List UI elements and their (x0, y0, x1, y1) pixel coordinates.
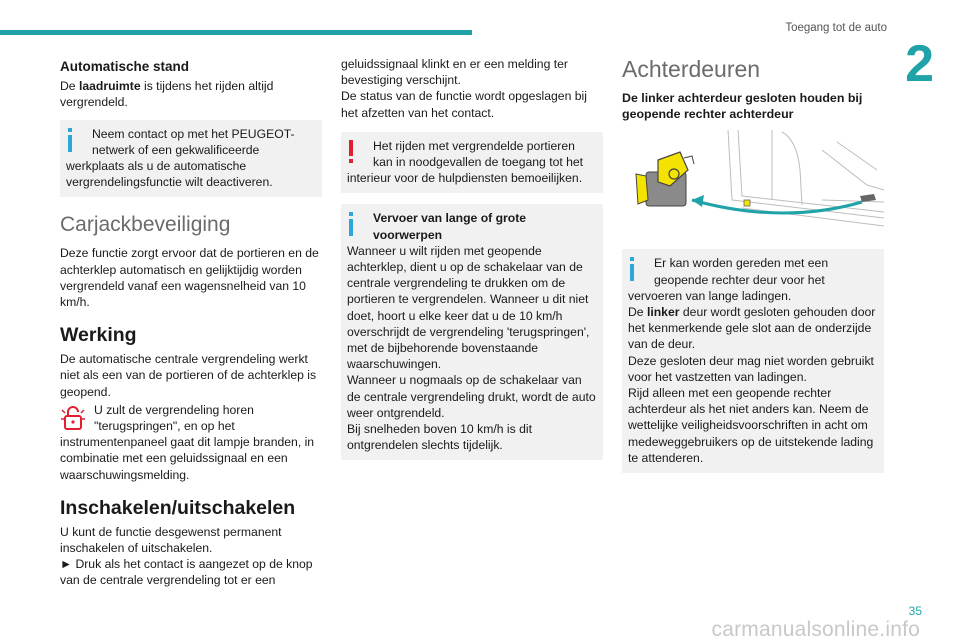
subheading-left-rear-door: De linker achterdeur gesloten houden bij geopende rechter achterdeur (622, 91, 863, 122)
heading-automatische-stand: Automatische stand (60, 59, 190, 74)
column-middle (341, 56, 603, 465)
note-text: werkplaats als u de automatische vergrendelingsfunctie wilt deactiveren. (66, 159, 273, 190)
bold-text: laadruimte (78, 79, 141, 94)
section-title: Toegang tot de auto (785, 22, 887, 34)
info-note-long-objects (341, 204, 603, 460)
warning-text: instrumentenpaneel gaat dit lampje branden, in combinatie met een geluidssignaal en een waarschuwingsmelding. (60, 435, 315, 482)
text: deur wordt gesloten gehouden door het kenmerkende gele slot aan de onderzijde van de deur. (628, 305, 876, 352)
note-text: interieur voor de hulpdiensten bemoeilijken. (347, 171, 583, 186)
column-right (622, 56, 884, 478)
note-text: Deze gesloten deur mag niet worden gebruikt voor het vastzetten van ladingen. (628, 353, 874, 384)
warning-exclamation-icon (346, 140, 356, 168)
paragraph-inschakelen-2: ► Druk als het contact is aangezet op de knop van de centrale vergrendeling tot er een (60, 557, 313, 588)
note-text: Er kan worden gereden met een geopende rechter deur voor het (654, 256, 829, 287)
paragraph-carjack: Deze functie zorgt ervoor dat de portieren en de achterklep automatisch en gelijktijdig worden vergrendeld vanaf een wagensnelheid van 10 km/h. (60, 246, 319, 310)
paragraph-inschakelen-1: U kunt de functie desgewenst permanent inschakelen of uitschakelen. (60, 524, 282, 556)
note-text: Bij snelheden boven 10 km/h is dit ontgrendelen slechts tijdelijk. (347, 422, 532, 453)
page-number: 35 (908, 604, 922, 618)
heading-inschakelen: Inschakelen/uitschakelen (60, 496, 296, 519)
text: De (628, 305, 647, 320)
rear-door-latch-illustration (622, 130, 884, 240)
paragraph-werking: De automatische centrale vergrendeling werkt niet als een van de portieren of de achterklep is geopend. (60, 352, 317, 399)
info-note-open-right-door (622, 249, 884, 473)
note-text: Wanneer u nogmaals op de schakelaar van de centrale vergrendeling drukt, wordt de auto weer ontgrendeld. (347, 373, 596, 420)
paragraph-laadruimte (60, 78, 322, 110)
text: is tijdens het rijden altijd vergrendeld. (60, 79, 274, 110)
note-title: Vervoer van lange of grote voorwerpen (373, 211, 527, 242)
chapter-number: 2 (905, 35, 934, 93)
watermark: carmanualsonline.info (711, 618, 920, 640)
heading-carjackbeveiliging: Carjackbeveiliging (60, 213, 231, 237)
heading-achterdeuren: Achterdeuren (622, 56, 761, 82)
paragraph-continued: geluidssignaal klinkt en er een melding ter bevestiging verschijnt. (341, 57, 568, 88)
paragraph-status: De status van de functie wordt opgeslagen bij het afzetten van het contact. (341, 89, 587, 120)
bold-text: linker (646, 305, 680, 320)
note-text (628, 304, 878, 353)
info-icon (627, 257, 637, 285)
heading-werking: Werking (60, 324, 137, 347)
note-text: Rijd alleen met een geopende rechter achterdeur als het niet anders kan. Neem de wettelijke veiligheidsvoorschriften in acht om medeweggebruikers op de uitstekende lading te attenderen. (628, 386, 874, 465)
warning-text: U zult de vergrendeling horen "terugspringen", en op het (94, 402, 254, 434)
warning-lamp-row (60, 402, 322, 434)
column-left (60, 56, 322, 589)
open-lock-warning-icon (60, 404, 86, 438)
info-icon (346, 212, 356, 240)
warning-note-emergency (341, 132, 603, 194)
header-accent-bar (0, 30, 472, 35)
note-text: Het rijden met vergrendelde portieren kan in noodgevallen de toegang tot het (373, 138, 584, 170)
yellow-latch-detail (636, 152, 694, 206)
info-note-peugeot (60, 120, 322, 198)
text: De (60, 79, 79, 94)
note-text: Wanneer u wilt rijden met geopende achterklep, dient u op de schakelaar van de centrale vergrendeling te drukken om de portieren te vergrendelen. Wanneer u dit niet doet, hoort u elke keer dat u de 10 km/h overschrijdt de vergrendeling 'terugspringen', met de bijbehorende bovenstaande waarschuwingen. (347, 243, 590, 372)
info-icon (65, 128, 75, 156)
note-text: Neem contact op met het PEUGEOT-netwerk of een gekwalificeerde (92, 126, 295, 157)
note-text: vervoeren van lange ladingen. (628, 288, 792, 303)
